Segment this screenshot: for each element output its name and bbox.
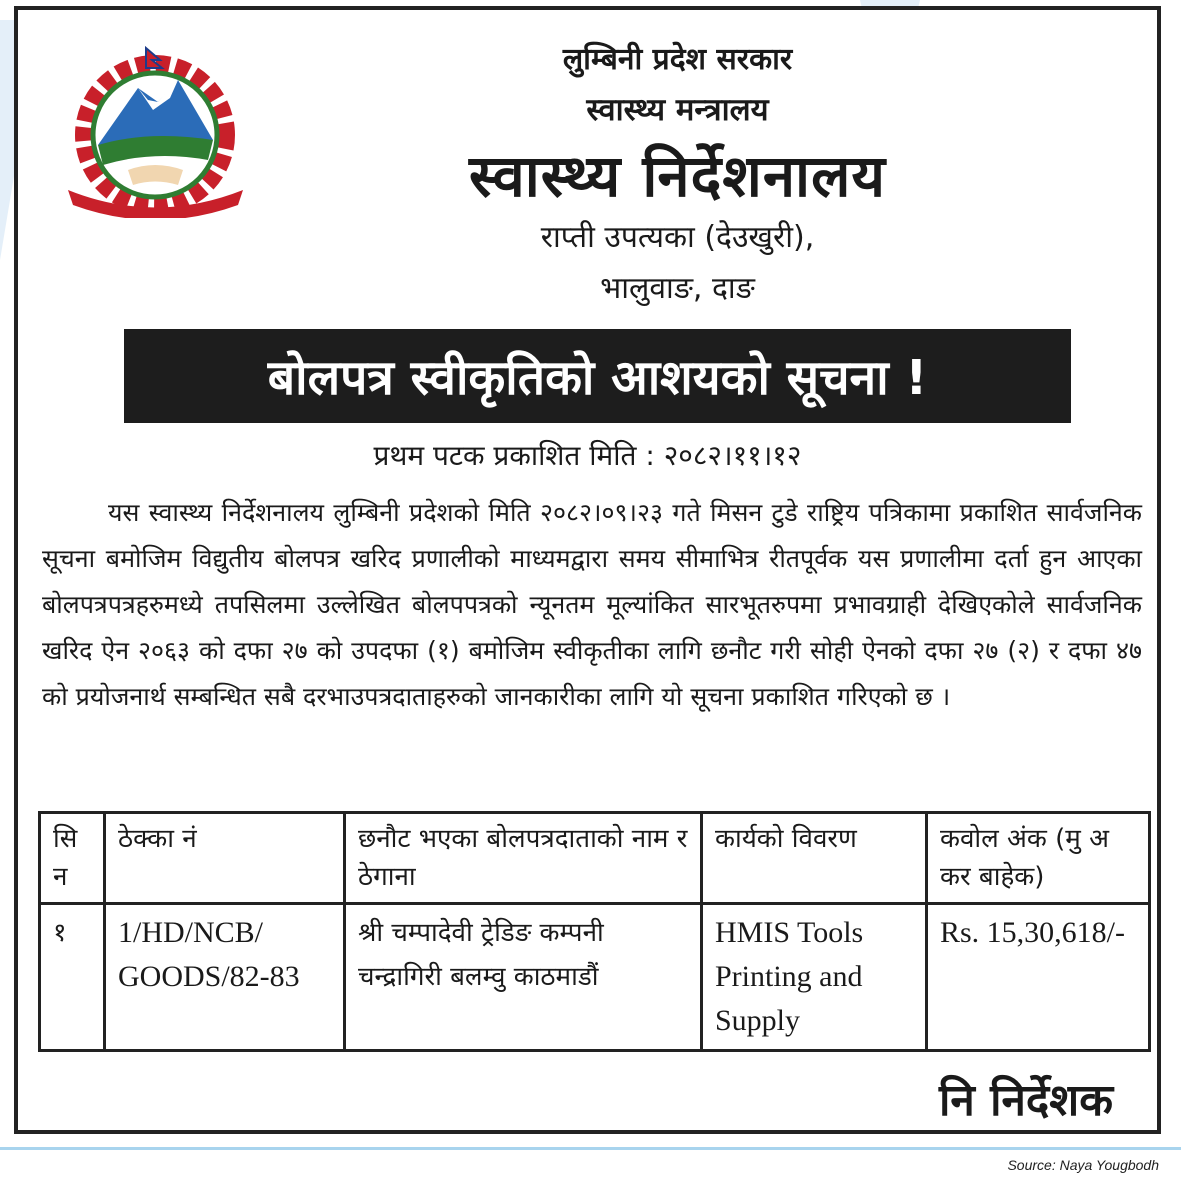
cell-description: HMIS Tools Printing and Supply	[702, 904, 927, 1051]
office-district: भालुवाङ, दाङ	[600, 271, 755, 306]
header-serial: सि न	[40, 813, 105, 904]
publication-date: प्रथम पटक प्रकाशित मिति : २०८२।११।१२	[373, 439, 802, 472]
award-table	[38, 811, 1151, 1052]
notice-title-banner	[124, 329, 1071, 423]
source-credit: Source: Naya Yougbodh	[1007, 1157, 1159, 1173]
header-description: कार्यको विवरण	[702, 813, 927, 904]
cell-serial: १	[40, 904, 105, 1051]
directorate-name: स्वास्थ्य निर्देशनालय	[468, 142, 887, 210]
notice-title: बोलपत्र स्वीकृतिको आशयको सूचना !	[267, 349, 928, 406]
cell-amount: Rs. 15,30,618/-	[927, 904, 1150, 1051]
table-header-row	[40, 813, 1150, 904]
office-header	[18, 35, 1157, 307]
notice-body: यस स्वास्थ्य निर्देशनालय लुम्बिनी प्रदेशको मिति २०८२।०९।२३ गते मिसन टुडे राष्ट्रिय पत्रिकामा प्रकाशित सार्वजनिक सूचना बमोजिम विद्युतीय बोलपत्र खरिद प्रणालीको माध्यमद्वारा समय सीमाभित्र रीतपूर्वक यस प्रणालीमा दर्ता हुन आएका बोलपत्रपत्रहरुमध्ये तपसिलमा उल्लेखित बोलपपत्रको न्यूनतम मूल्यांकित सारभूतरुपमा प्रभावग्राही देखिएकोले सार्वजनिक खरिद ऐन २०६३ को दफा २७ को उपदफा (१) बमोजिम स्वीकृतीका लागि छनौट गरी सोही ऐनको दफा २७ (२) र दफा ४७ को प्रयोजनार्थ सम्बन्धित सबै दरभाउपत्रदाताहरुको जानकारीका लागि यो सूचना प्रकाशित गरिएको छ ।	[42, 498, 1142, 711]
cell-contract-no: 1/HD/NCB/ GOODS/82-83	[105, 904, 345, 1051]
ministry-name: स्वास्थ्य मन्त्रालय	[586, 92, 769, 128]
header-amount: कवोल अंक (मु अ कर बाहेक)	[927, 813, 1150, 904]
footer-divider	[0, 1147, 1181, 1150]
provincial-government: लुम्बिनी प्रदेश सरकार	[562, 42, 793, 77]
table-row	[40, 904, 1150, 1051]
notice-frame	[14, 6, 1161, 1134]
header-contract-no: ठेक्का नं	[105, 813, 345, 904]
signatory: नि निर्देशक	[938, 1075, 1113, 1126]
header-bidder: छनौट भएका बोलपत्रदाताको नाम र ठेगाना	[345, 813, 702, 904]
office-location: राप्ती उपत्यका (देउखुरी),	[540, 220, 815, 255]
cell-bidder: श्री चम्पादेवी ट्रेडिङ कम्पनी चन्द्रागिरी बलम्वु काठमाडौं	[345, 904, 702, 1051]
